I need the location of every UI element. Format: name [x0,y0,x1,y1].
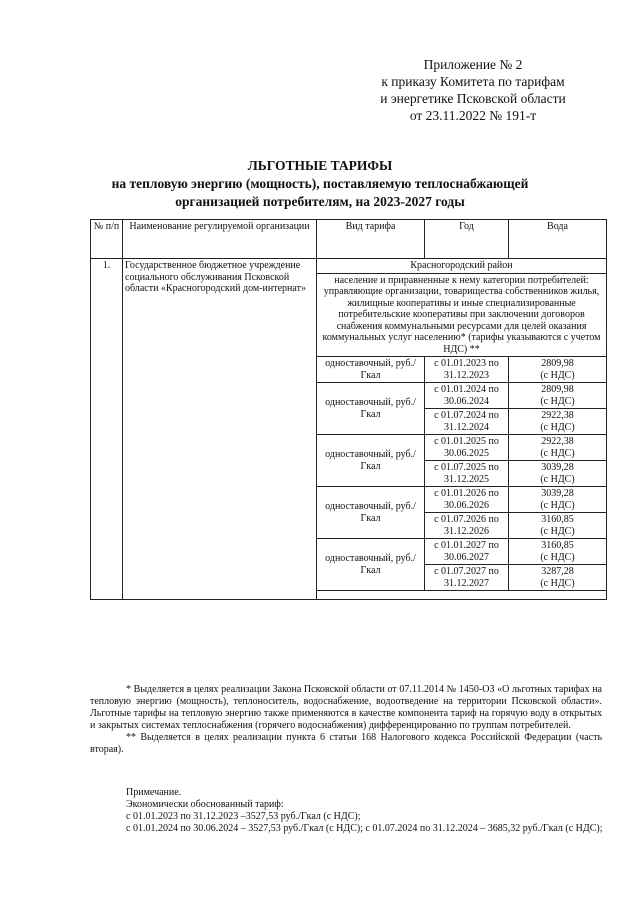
vat-label: (с НДС) [540,499,575,511]
period-value-cell [509,487,607,513]
org-name: Государственное бюджетное учреждение социального обслуживания Псковской области «Красногородский дом-интернат» [123,259,317,600]
period-dates: с 01.01.2027 по 30.06.2027 [425,539,509,565]
period-dates: с 01.07.2025 по 31.12.2025 [425,461,509,487]
tariff-type-2027: одноставочный, руб./Гкал [317,539,425,591]
appendix-line-4: от 23.11.2022 № 191-т [409,108,537,123]
document-title [80,157,560,211]
tariff-type-2023: одноставочный, руб./Гкал [317,357,425,383]
period-dates: с 01.07.2026 по 31.12.2026 [425,513,509,539]
period-value-cell [509,565,607,591]
header-num: № п/п [91,220,123,259]
row-number: 1. [91,259,123,600]
vat-label: (с НДС) [540,525,575,537]
period-value: 3160,85 [541,540,574,551]
title-line-2: на тепловую энергию (мощность), поставляемую теплоснабжающей [111,176,529,191]
header-water: Вода [509,220,607,259]
vat-label: (с НДС) [540,447,575,459]
period-value: 3039,28 [541,488,574,499]
period-value: 3287,28 [541,566,574,577]
note-line-3: с 01.01.2024 по 30.06.2024 – 3527,53 руб./Гкал (с НДС); с 01.07.2024 по 31.12.2024 – 3685,32 руб./Гкал (с НДС); [126,823,603,834]
period-dates: с 01.07.2024 по 31.12.2024 [425,409,509,435]
vat-label: (с НДС) [540,395,575,407]
footnotes [90,684,602,756]
period-dates: с 01.01.2025 по 30.06.2025 [425,435,509,461]
appendix-line-1: Приложение № 2 [423,57,523,72]
period-value: 2809,98 [541,384,574,395]
footnote-2: ** Выделяется в целях реализации пункта 6 статьи 168 Налогового кодекса Российской Федерации (часть вторая). [90,732,602,755]
period-value-cell [509,435,607,461]
title-line-3: организацией потребителям, на 2023-2027 годы [175,194,465,209]
note-heading: Примечание. [126,787,182,798]
period-value: 3039,28 [541,462,574,473]
district-cell: Красногородский район [317,259,607,274]
note-line-1: Экономически обоснованный тариф: [126,799,284,810]
note-line-2: с 01.01.2023 по 31.12.2023 –3527,53 руб./Гкал (с НДС); [126,811,361,822]
period-value-cell [509,357,607,383]
table-header-row [91,220,607,259]
vat-label: (с НДС) [540,369,575,381]
vat-label: (с НДС) [540,421,575,433]
vat-label: (с НДС) [540,551,575,563]
header-org: Наименование регулируемой организации [123,220,317,259]
period-value: 2922,38 [541,410,574,421]
period-value-cell [509,383,607,409]
period-value-cell [509,461,607,487]
header-year: Год [425,220,509,259]
period-value-cell [509,513,607,539]
tariff-type-2025: одноставочный, руб./Гкал [317,435,425,487]
period-dates: с 01.07.2027 по 31.12.2027 [425,565,509,591]
period-value: 3160,85 [541,514,574,525]
period-value: 2809,98 [541,358,574,369]
period-value: 2922,38 [541,436,574,447]
period-dates: с 01.01.2026 по 30.06.2026 [425,487,509,513]
appendix-line-2: к приказу Комитета по тарифам [381,74,565,89]
period-value-cell [509,539,607,565]
appendix-header [358,56,588,124]
vat-label: (с НДС) [540,577,575,589]
title-line-1: ЛЬГОТНЫЕ ТАРИФЫ [247,158,393,173]
tariff-type-2024: одноставочный, руб./Гкал [317,383,425,435]
note-block [90,787,605,835]
header-type: Вид тарифа [317,220,425,259]
footnote-1: * Выделяется в целях реализации Закона Псковской области от 07.11.2014 № 1450-ОЗ «О льготных тарифах на тепловую энергию (мощность), теплоноситель, водоснабжение, водоотведение на территории Псковской области». Льготные тарифы на тепловую энергию также применяются в качестве компонента тариф на горячую воду в открытых и закрытых системах теплоснабжения (горячего водоснабжения) дифференцированно по группам потребителей. [90,684,602,731]
tariff-type-2026: одноставочный, руб./Гкал [317,487,425,539]
table-row [91,259,607,274]
empty-cell [317,591,607,600]
period-dates: с 01.01.2024 по 30.06.2024 [425,383,509,409]
vat-label: (с НДС) [540,473,575,485]
tariff-table [90,219,607,600]
period-dates: с 01.01.2023 по 31.12.2023 [425,357,509,383]
period-value-cell [509,409,607,435]
appendix-line-3: и энергетике Псковской области [380,91,566,106]
population-cell: население и приравненные к нему категории потребителей: управляющие организации, товарищества собственников жилья, жилищные кооперативы и иные специализированные потребительские кооперативы при заключении договоров снабжения коммунальными ресурсами для целей оказания коммунальных услуг населению* (тарифы указываются с учетом НДС) ** [317,273,607,357]
